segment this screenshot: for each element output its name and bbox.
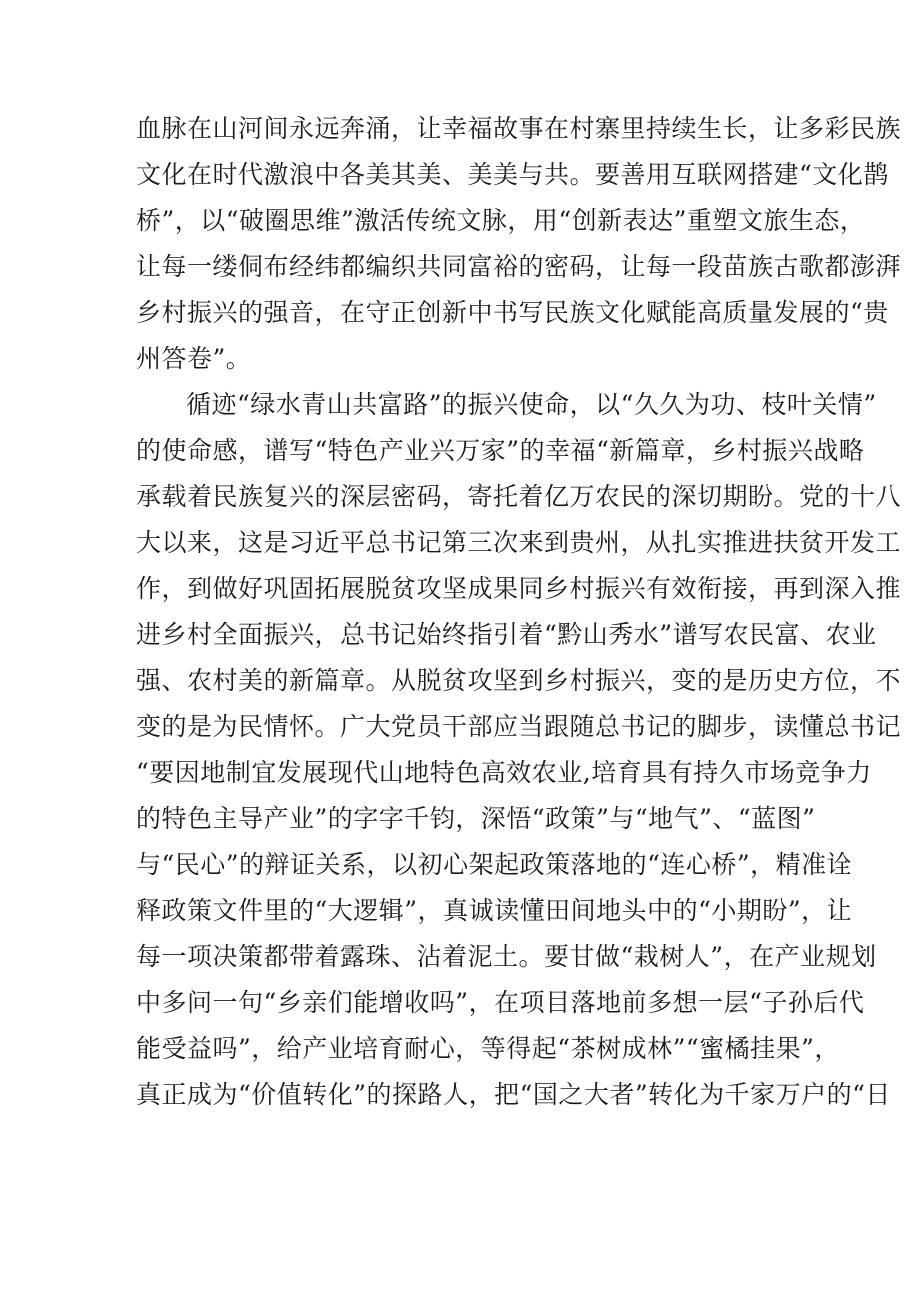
paragraph-line: “要因地制宜发展现代山地特色高效农业,培育具有持久市场竞争力 [136,758,872,787]
paragraph-line: 循迹“绿水青山共富路”的振兴使命，以“久久为功、枝叶关情” [186,390,877,419]
paragraph-line: 桥”，以“破圈思维”激活传统文脉，用“创新表达”重塑文旅生态， [136,206,866,235]
paragraph-line: 与“民心”的辩证关系，以初心架起政策落地的“连心桥”，精准诠 [136,850,853,879]
paragraph-line: 每一项决策都带着露珠、沾着泥土。要甘做“栽树人”，在产业规划 [136,942,877,971]
paragraph-2 [136,382,902,1118]
paragraph-line: 文化在时代激浪中各美其美、美美与共。要善用互联网搭建“文化鹊 [136,160,889,189]
paragraph-line: 的使命感，谱写“特色产业兴万家”的幸福“新篇章，乡村振兴战略 [136,436,865,465]
paragraph-1 [136,106,902,382]
paragraph-line: 中多问一句“乡亲们能增收吗”，在项目落地前多想一层“子孙后代 [136,988,865,1017]
paragraph-line: 真正成为“价值转化”的探路人，把“国之大者”转化为千家万户的“日 [136,1080,891,1109]
paragraph-line: 乡村振兴的强音，在守正创新中书写民族文化赋能高质量发展的“贵 [136,298,889,327]
paragraph-line: 进乡村全面振兴，总书记始终指引着“黔山秀水”谱写农民富、农业 [136,620,877,649]
paragraph-line: 大以来，这是习近平总书记第三次来到贵州，从扎实推进扶贫开发工 [136,528,902,557]
paragraph-line: 释政策文件里的“大逻辑”，真诚读懂田间地头中的“小期盼”，让 [136,896,853,925]
paragraph-line: 变的是为民情怀。广大党员干部应当跟随总书记的脚步，读懂总书记 [136,712,902,741]
paragraph-line: 的特色主导产业”的字字千钧，深悟“政策”与“地气”、“蓝图” [136,804,816,833]
paragraph-line: 作，到做好巩固拓展脱贫攻坚成果同乡村振兴有效衔接，再到深入推 [136,574,902,603]
paragraph-line: 血脉在山河间永远奔涌，让幸福故事在村寨里持续生长，让多彩民族 [136,114,902,143]
paragraph-line: 能受益吗”，给产业培育耐心，等得起“茶树成林”“蜜橘挂果”， [136,1034,840,1063]
paragraph-line: 承载着民族复兴的深层密码，寄托着亿万农民的深切期盼。党的十八 [136,482,902,511]
paragraph-line: 让每一缕侗布经纬都编织共同富裕的密码，让每一段苗族古歌都澎湃 [136,252,902,281]
paragraph-line: 州答卷”。 [136,344,252,373]
paragraph-line: 强、农村美的新篇章。从脱贫攻坚到乡村振兴，变的是历史方位，不 [136,666,902,695]
body-text [136,106,902,1118]
